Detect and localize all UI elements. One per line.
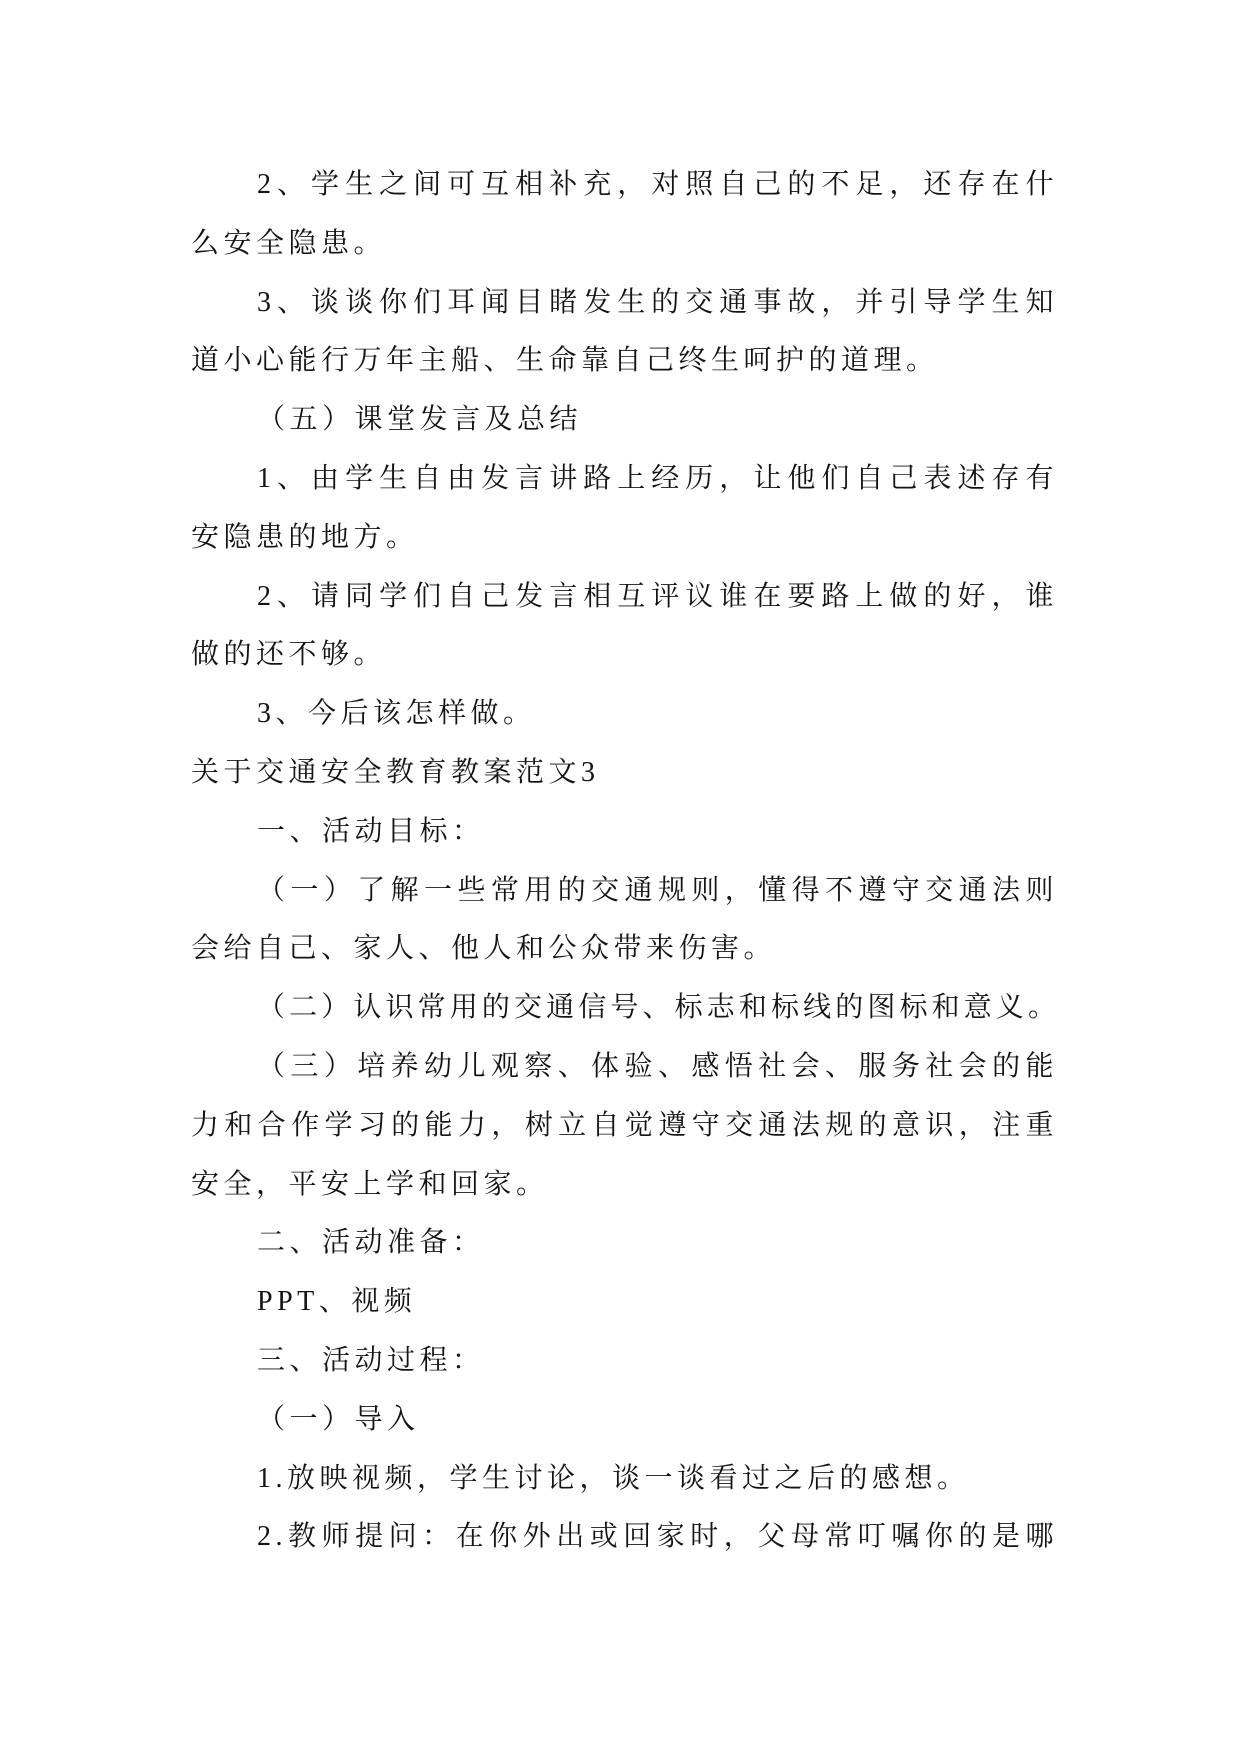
section-heading: （五）课堂发言及总结 <box>257 404 583 436</box>
paragraph-line: 2、学生之间可互相补充，对照自己的不足，还存在什 <box>257 169 1058 200</box>
subsection-heading: （一）导入 <box>257 1403 420 1435</box>
document-section-title: 关于交通安全教育教案范文3 <box>191 756 600 788</box>
paragraph-line: 力和合作学习的能力，树立自觉遵守交通法规的意识，注重 <box>191 1109 1058 1141</box>
paragraph-line: 会给自己、家人、他人和公众带来伤害。 <box>191 933 777 965</box>
paragraph-line: 么安全隐患。 <box>191 227 387 259</box>
paragraph-line: 做的还不够。 <box>191 639 387 671</box>
section-heading: 一、活动目标： <box>257 815 485 847</box>
paragraph-line: （二）认识常用的交通信号、标志和标线的图标和意义。 <box>257 992 1058 1024</box>
paragraph-line: （一）了解一些常用的交通规则，懂得不遵守交通法则 <box>257 874 1058 906</box>
paragraph-line: （三）培养幼儿观察、体验、感悟社会、服务社会的能 <box>257 1050 1058 1082</box>
paragraph-line: PPT、视频 <box>257 1286 417 1318</box>
paragraph-line: 道小心能行万年主船、生命靠自己终生呵护的道理。 <box>191 345 939 377</box>
paragraph-line: 安全，平安上学和回家。 <box>191 1168 549 1200</box>
paragraph-line: 2、请同学们自己发言相互评议谁在要路上做的好，谁 <box>257 580 1058 612</box>
paragraph-line: 1、由学生自由发言讲路上经历，让他们自己表述存有 <box>257 462 1058 494</box>
paragraph-line: 3、今后该怎样做。 <box>257 698 536 730</box>
document-body <box>191 156 1058 1567</box>
section-heading: 三、活动过程： <box>257 1344 485 1376</box>
paragraph-line: 3、谈谈你们耳闻目睹发生的交通事故，并引导学生知 <box>257 286 1058 318</box>
paragraph-line: 安隐患的地方。 <box>191 521 419 553</box>
paragraph-line: 1.放映视频，学生讨论，谈一谈看过之后的感想。 <box>257 1462 970 1494</box>
paragraph-line: 2.教师提问：在你外出或回家时，父母常叮嘱你的是哪 <box>257 1521 1058 1553</box>
section-heading: 二、活动准备： <box>257 1227 485 1259</box>
